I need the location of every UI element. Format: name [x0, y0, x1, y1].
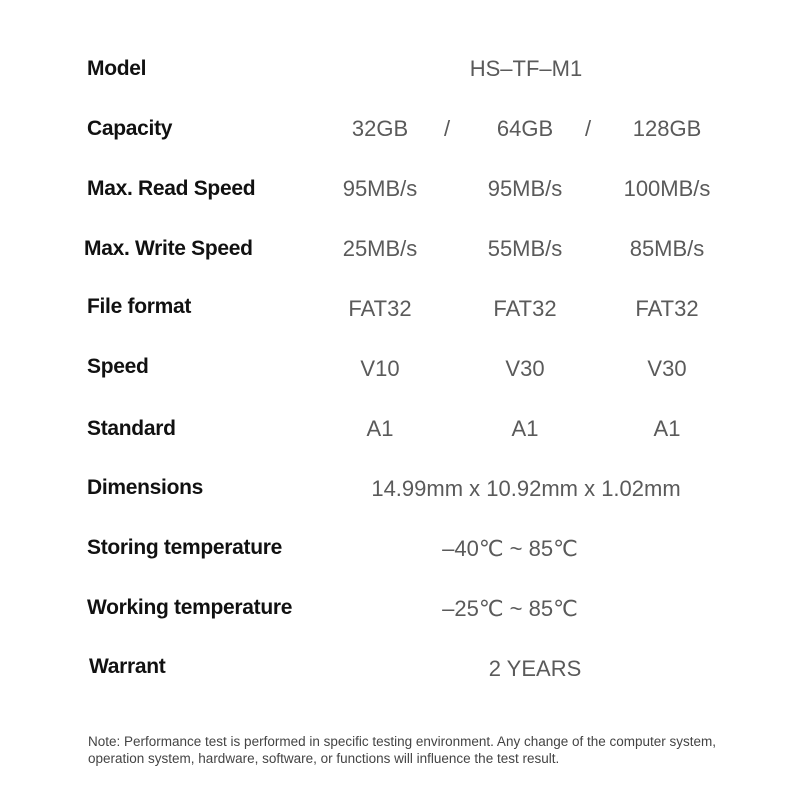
spec-value: 55MB/s [487, 236, 563, 261]
spec-value: –40℃ ~ 85℃ [442, 536, 578, 561]
spec-value: HS–TF–M1 [469, 56, 583, 81]
spec-row-file-format [0, 287, 800, 327]
spec-value: 95MB/s [342, 176, 418, 201]
performance-note: Note: Performance test is performed in specific testing environment. Any change of the computer system, operation system, hardware, software, or functions will influence the test result. [88, 734, 717, 766]
spec-value: A1 [511, 416, 539, 441]
spec-value: V30 [505, 356, 545, 381]
spec-label: Storing temperature [87, 536, 282, 559]
spec-separator: / [584, 116, 592, 141]
spec-row-read-speed [0, 169, 800, 209]
spec-row-write-speed [0, 229, 800, 269]
spec-row-standard [0, 409, 800, 449]
spec-label: Standard [87, 417, 176, 440]
spec-row-speed [0, 347, 800, 387]
spec-row-storing-temperature [0, 528, 800, 568]
spec-value: FAT32 [493, 296, 557, 321]
spec-row-capacity [0, 109, 800, 149]
spec-value: –25℃ ~ 85℃ [442, 596, 578, 621]
spec-label: Working temperature [87, 596, 293, 619]
spec-value: 32GB [351, 116, 409, 141]
spec-row-working-temperature [0, 588, 800, 628]
spec-label: Speed [87, 355, 149, 378]
spec-value: 14.99mm x 10.92mm x 1.02mm [371, 476, 681, 501]
spec-value: V30 [647, 356, 687, 381]
spec-value: A1 [653, 416, 681, 441]
spec-row-dimensions [0, 468, 800, 508]
spec-label: Max. Write Speed [84, 237, 253, 260]
spec-value: 85MB/s [629, 236, 705, 261]
spec-label: Dimensions [87, 476, 204, 499]
spec-value: 25MB/s [342, 236, 418, 261]
spec-label: Max. Read Speed [87, 177, 256, 200]
spec-value: FAT32 [635, 296, 699, 321]
spec-separator: / [443, 116, 451, 141]
spec-label: File format [87, 295, 192, 318]
spec-value: FAT32 [348, 296, 412, 321]
spec-label: Model [87, 57, 147, 80]
spec-value: V10 [360, 356, 400, 381]
spec-value: 128GB [632, 116, 702, 141]
spec-row-warrant [0, 647, 800, 687]
spec-value: 2 YEARS [488, 656, 582, 681]
spec-value: 64GB [496, 116, 554, 141]
spec-value: 95MB/s [487, 176, 563, 201]
spec-value: A1 [366, 416, 394, 441]
spec-label: Warrant [89, 655, 166, 678]
spec-value: 100MB/s [623, 176, 711, 201]
spec-row-model [0, 49, 800, 89]
spec-label: Capacity [87, 117, 173, 140]
